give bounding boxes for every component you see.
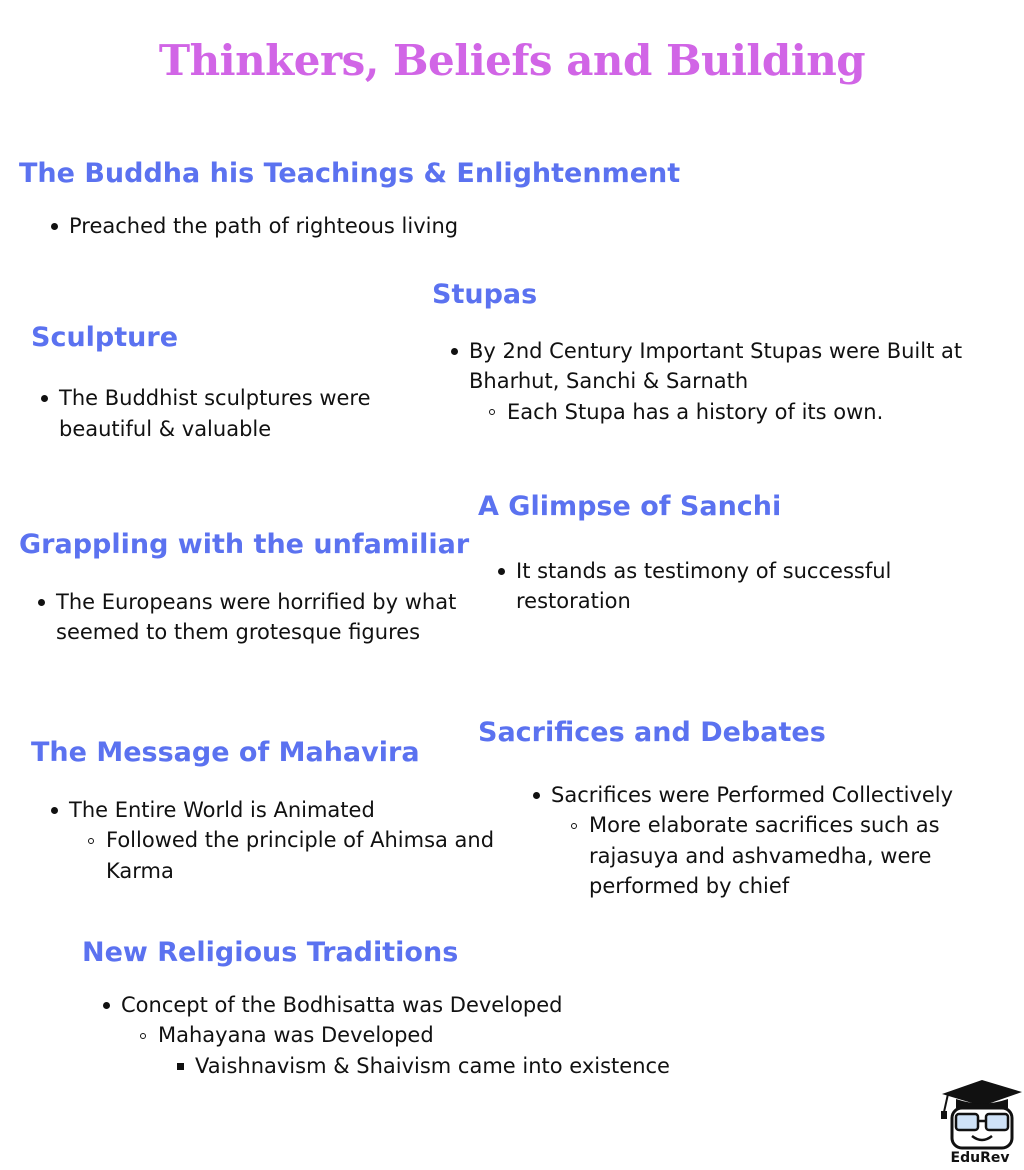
section-heading-buddha: The Buddha his Teachings & Enlightenment — [19, 158, 681, 189]
bullet-circle-icon — [140, 1033, 146, 1039]
edurev-logo — [936, 1076, 1024, 1170]
sub-sub-list-item: Vaishnavism & Shaivism came into existence — [195, 1054, 670, 1078]
bullet-disc-icon — [533, 792, 540, 799]
list-item: By 2nd Century Important Stupas were Built at — [469, 339, 963, 363]
list-item-continuation: seemed to them grotesque figures — [56, 620, 421, 644]
bullet-disc-icon — [451, 348, 458, 355]
section-heading-sacrifices: Sacrifices and Debates — [478, 717, 826, 748]
bullet-circle-icon — [88, 838, 94, 844]
list-item: The Entire World is Animated — [69, 798, 375, 822]
logo-text: EduRev — [950, 1150, 1010, 1166]
list-item: Preached the path of righteous living — [69, 214, 459, 238]
sub-list-item-continuation: rajasuya and ashvamedha, were — [589, 844, 932, 868]
sub-list-item: Mahayana was Developed — [158, 1023, 434, 1047]
list-item: The Buddhist sculptures were — [59, 386, 371, 410]
bullet-disc-icon — [498, 568, 505, 575]
section-heading-grappling: Grappling with the unfamiliar — [19, 529, 470, 560]
section-heading-mahavira: The Message of Mahavira — [31, 737, 420, 768]
bullet-disc-icon — [38, 599, 45, 606]
list-item: The Europeans were horrified by what — [56, 590, 457, 614]
list-item: Concept of the Bodhisatta was Developed — [121, 993, 563, 1017]
bullet-circle-icon — [571, 823, 577, 829]
section-heading-sanchi: A Glimpse of Sanchi — [478, 491, 782, 522]
bullet-square-icon — [177, 1063, 184, 1070]
bullet-disc-icon — [41, 395, 48, 402]
page-title: Thinkers, Beliefs and Building — [158, 36, 866, 85]
section-heading-traditions: New Religious Traditions — [82, 937, 459, 968]
list-item: Sacrifices were Performed Collectively — [551, 783, 954, 807]
sub-list-item-continuation: performed by chief — [589, 874, 790, 898]
sub-list-item: Each Stupa has a history of its own. — [507, 400, 884, 424]
section-heading-stupas: Stupas — [432, 279, 538, 310]
sub-list-item: Followed the principle of Ahimsa and — [106, 828, 495, 852]
list-item-continuation: Bharhut, Sanchi & Sarnath — [469, 369, 749, 393]
sub-list-item: More elaborate sacrifices such as — [589, 813, 940, 837]
list-item: It stands as testimony of successful — [516, 559, 892, 583]
sub-list-item-continuation: Karma — [106, 859, 174, 883]
list-item-continuation: restoration — [516, 589, 631, 613]
bullet-circle-icon — [489, 409, 495, 415]
graduation-cap-mascot-icon — [936, 1076, 1024, 1152]
bullet-disc-icon — [51, 223, 58, 230]
bullet-disc-icon — [103, 1002, 110, 1009]
bullet-disc-icon — [51, 807, 58, 814]
list-item-continuation: beautiful & valuable — [59, 417, 272, 441]
section-heading-sculpture: Sculpture — [31, 322, 179, 353]
